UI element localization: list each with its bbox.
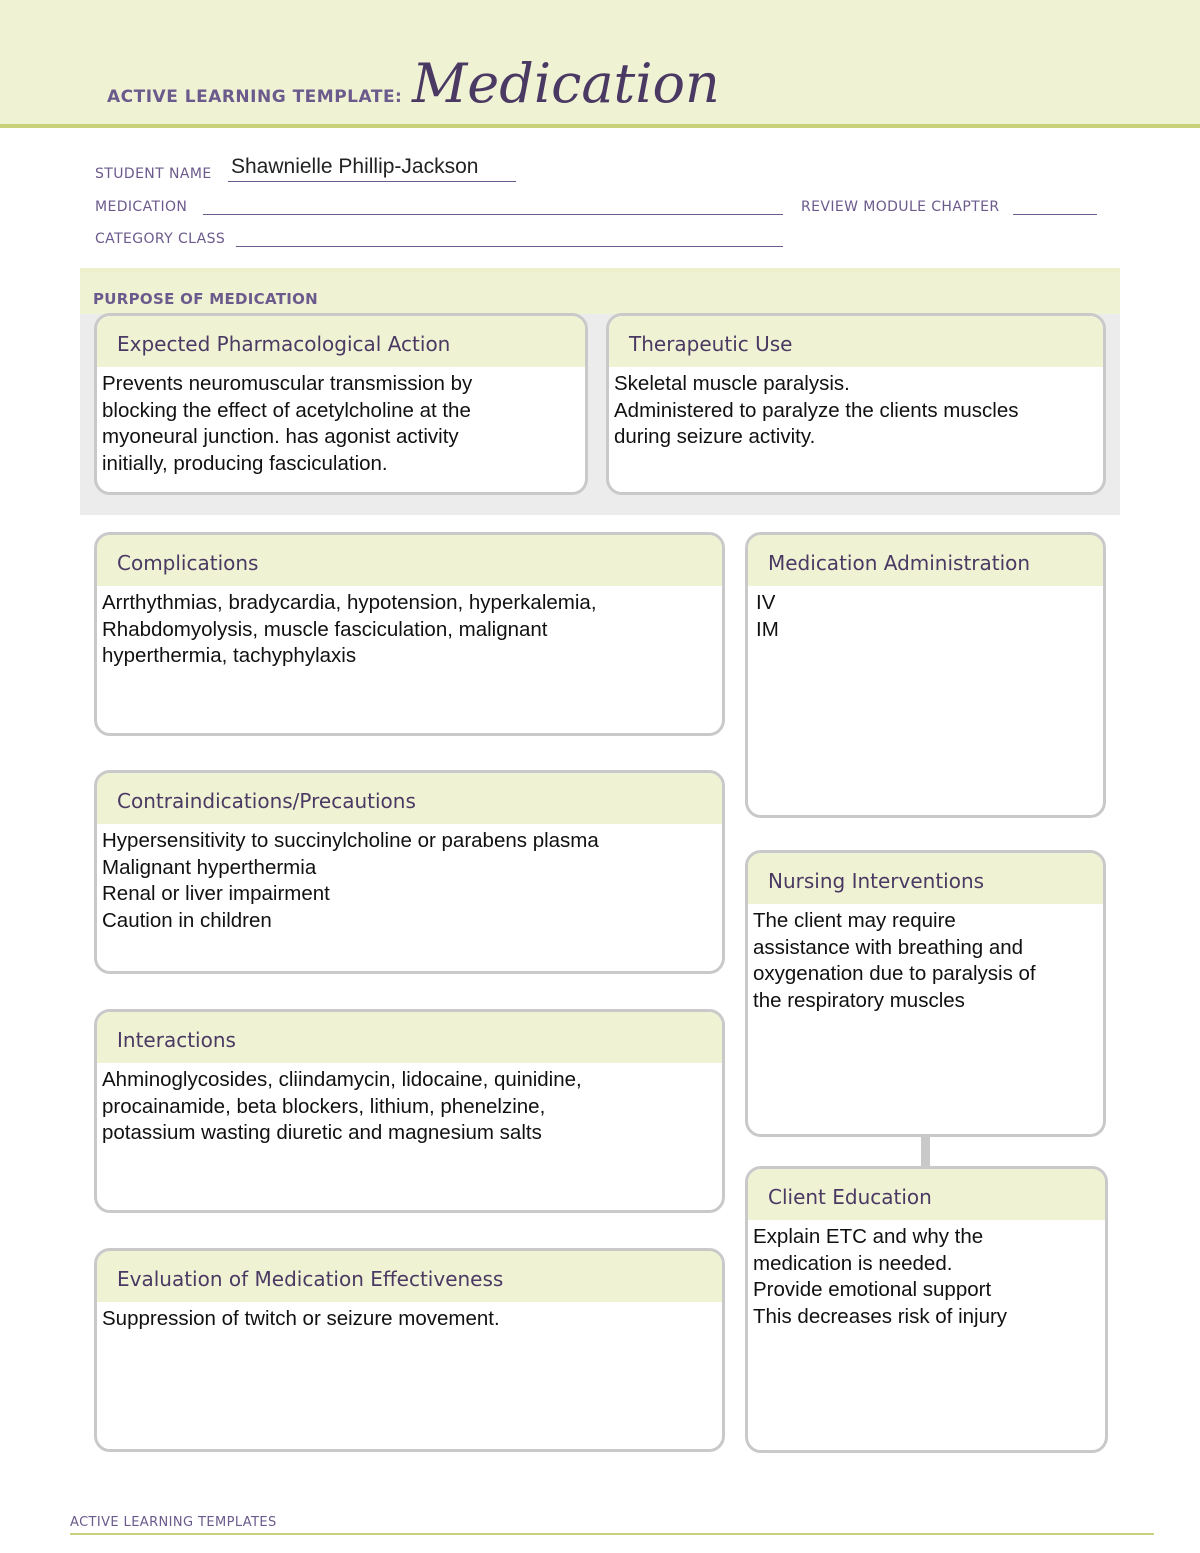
text-line: The client may require [753,909,956,932]
interactions-title: Interactions [97,1012,722,1063]
text-line: Arrthythmias, bradycardia, hypotension, hyperkalemia, [102,591,597,614]
text-line: initially, producing fasciculation. [102,451,388,475]
medication-label: MEDICATION [95,199,188,215]
administration-title: Medication Administration [748,535,1103,586]
card-connector [921,1135,930,1166]
contraindications-text[interactable] [97,824,722,934]
category-class-label: CATEGORY CLASS [95,231,226,247]
text-line: IM [756,617,779,641]
nursing-interventions-text[interactable] [748,904,1103,1014]
contraindications-title: Contraindications/Precautions [97,773,722,824]
page-title: Medication [412,52,720,115]
nursing-interventions-title: Nursing Interventions [748,853,1103,904]
expected-action-text[interactable] [97,367,585,477]
header-band [0,0,1200,128]
text-line: Rhabdomyolysis, muscle fasciculation, malignant [102,617,548,641]
template-label: ACTIVE LEARNING TEMPLATE: [107,87,403,107]
evaluation-text[interactable] [97,1302,722,1333]
text-line: Caution in children [102,908,272,932]
text-line: assistance with breathing and [753,935,1024,959]
text-line: Provide emotional support [753,1278,992,1301]
text-line: Renal or liver impairment [102,882,330,905]
evaluation-title: Evaluation of Medication Effectiveness [97,1251,722,1302]
client-education-text[interactable] [748,1220,1105,1330]
text-line: the respiratory muscles [753,988,965,1012]
text-line: This decreases risk of injury [753,1304,1008,1328]
text-line: Skeletal muscle paralysis. [614,372,850,395]
therapeutic-use-card [606,313,1106,495]
category-class-field[interactable] [236,246,783,247]
text-line: during seizure activity. [614,425,816,448]
purpose-label: PURPOSE OF MEDICATION [93,290,319,308]
contraindications-card [94,770,725,974]
text-line: IV [756,591,776,614]
text-line: oxygenation due to paralysis of [753,962,1036,985]
administration-text[interactable] [748,586,1103,643]
text-line: potassium wasting diuretic and magnesium salts [102,1121,542,1144]
nursing-interventions-card [745,850,1106,1137]
text-line: Malignant hyperthermia [102,855,317,879]
review-module-label: REVIEW MODULE CHAPTER [801,199,1000,215]
text-line: Prevents neuromuscular transmission by [102,372,473,395]
evaluation-card [94,1248,725,1452]
footer-label: ACTIVE LEARNING TEMPLATES [70,1515,277,1530]
text-line: Hypersensitivity to succinylcholine or parabens plasma [102,829,599,852]
footer-divider [70,1533,1154,1535]
student-name-line [228,181,516,182]
review-module-field[interactable] [1013,214,1097,215]
client-education-title: Client Education [748,1169,1105,1220]
text-line: Explain ETC and why the [753,1225,984,1248]
complications-text[interactable] [97,586,722,670]
therapeutic-use-text[interactable] [609,367,1103,451]
text-line: medication is needed. [753,1251,953,1275]
text-line: Administered to paralyze the clients muscles [614,398,1019,422]
interactions-text[interactable] [97,1063,722,1147]
medication-field[interactable] [203,214,783,215]
administration-card [745,532,1106,818]
text-line: blocking the effect of acetylcholine at the [102,398,471,422]
complications-title: Complications [97,535,722,586]
text-line: Ahminoglycosides, cliindamycin, lidocaine, quinidine, [102,1068,582,1091]
text-line: hyperthermia, tachyphylaxis [102,644,357,667]
therapeutic-use-title: Therapeutic Use [609,316,1103,367]
text-line: myoneural junction. has agonist activity [102,425,459,448]
complications-card [94,532,725,736]
expected-action-title: Expected Pharmacological Action [97,316,585,367]
expected-action-card [94,313,588,495]
interactions-card [94,1009,725,1213]
text-line: procainamide, beta blockers, lithium, phenelzine, [102,1094,546,1118]
student-name-label: STUDENT NAME [95,166,212,182]
text-line: Suppression of twitch or seizure movement. [102,1307,500,1330]
client-education-card [745,1166,1108,1453]
student-name-value[interactable]: Shawnielle Phillip-Jackson [231,155,479,178]
